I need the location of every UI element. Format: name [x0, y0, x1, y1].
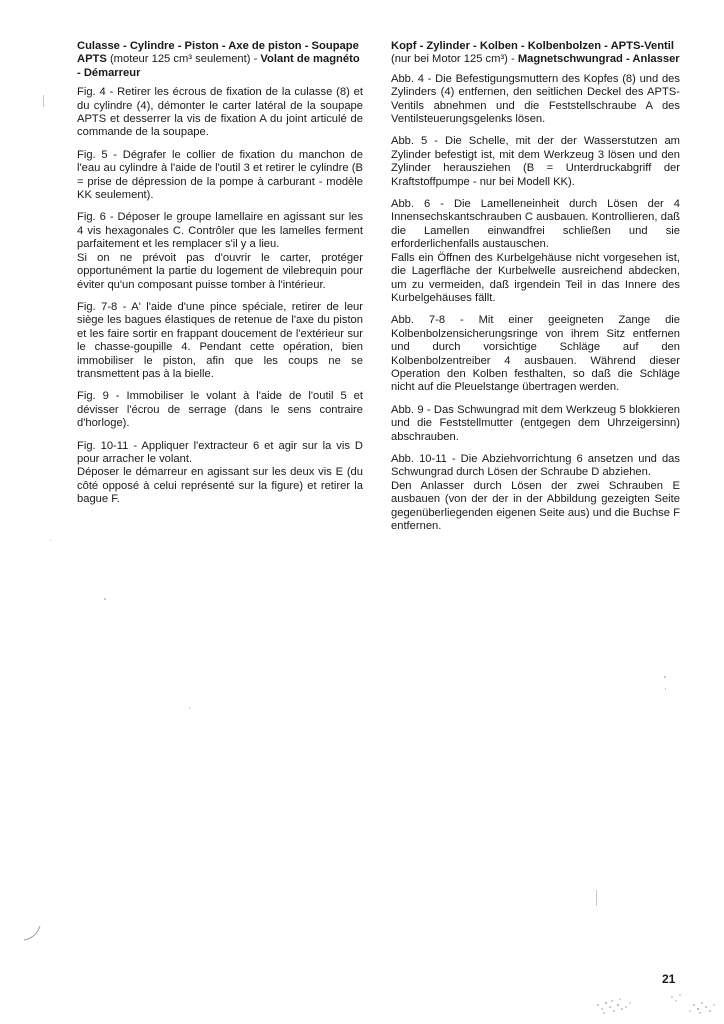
french-paragraph-fig9: Fig. 9 - Immobiliser le volant à l'aide de l'outil 5 et dévisser l'écrou de serrage (dans le sens contraire d'horloge).	[77, 390, 363, 430]
french-paragraph-fig5: Fig. 5 - Dégrafer le collier de fixation du manchon de l'eau au cylindre à l'aide de l'outil 3 et retirer le cylindre (B = prise de dépression de la pompe à carburant - modèle KK seulement).	[77, 148, 363, 202]
scan-mark	[596, 890, 597, 906]
german-paragraph-abb9: Abb. 9 - Das Schwungrad mit dem Werkzeug 5 blokkieren und die Feststellmutter (entgegen dem Uhrzeigersinn) abschrauben.	[391, 403, 680, 443]
scan-mark	[43, 95, 44, 107]
german-heading-part-1: Kopf - Zylinder - Kolben - Kolbenbolzen - APTS-Ventil	[391, 40, 674, 52]
french-paragraph-fig4: Fig. 4 - Retirer les écrous de fixation de la culasse (8) et du cylindre (4), démonter le carter latéral de la soupape APTS et desserrer la vis de fixation A du joint articulé de commande de la soupape.	[77, 86, 363, 139]
french-paragraph-fig10-11: Fig. 10-11 - Appliquer l'extracteur 6 et agir sur la vis D pour arracher le volant.	[77, 439, 363, 465]
german-section-heading	[391, 40, 680, 67]
scan-speck	[665, 688, 666, 690]
french-paragraph-fig6-note: Si on ne prévoit pas d'ouvrir le carter, protéger opportunément la partie du logement de vilebrequin pour éviter qu'un composant puisse tomber à l'intérieur.	[77, 251, 363, 291]
german-paragraph-abb7-8: Abb. 7-8 - Mit einer geeigneten Zange die Kolbenbolzensicherungsringe von ihrem Sitz entfernen und durch vorsichtige Schläge auf den Kolbenbolzentreiber 4 ausbauen. Während dieser Operation den Kolben festhalten, so daß die Schläge nicht auf die Pleuelstange übertragen werden.	[391, 314, 680, 394]
french-paragraph-starter: Déposer le démarreur en agissant sur les deux vis E (du côté opposé à celui représenté sur la figure) et retirer la bague F.	[77, 466, 363, 506]
german-heading-part-3: Magnetschwungrad - Anlasser	[517, 53, 680, 66]
french-section-heading	[77, 40, 363, 80]
french-heading-part-3: Volant de magnéto - Démarreur	[77, 53, 360, 79]
german-paragraph-abb6: Abb. 6 - Die Lamelleneinheit durch Lösen der 4 Innensechskantschrauben C ausbauen. Kontrollieren, daß die Lamellen einwandfrei schließen und sie erforderlichenfalls austauschen.	[391, 198, 680, 251]
german-column	[391, 40, 680, 542]
scan-speck	[104, 598, 106, 600]
scan-curve-mark	[22, 924, 42, 942]
french-paragraph-fig7-8: Fig. 7-8 - A' l'aide d'une pince spéciale, retirer de leur siège les bagues élastiques de retenue de l'axe du piston et les faire sortir en frappant doucement de l'extérieur sur le chasse-goupille 4. Pendant cette opération, bien immobiliser le piston, afin que les coups ne se transmettent pas à la bielle.	[77, 300, 363, 380]
french-heading-part-1: Culasse - Cylindre - Piston - Axe de piston - Soupape APTS	[77, 40, 359, 66]
scan-noise-corner	[590, 985, 720, 1021]
french-column	[77, 40, 363, 516]
german-heading-part-2: (nur bei Motor 125 cm³) -	[391, 53, 518, 66]
page-number: 21	[662, 972, 676, 986]
german-paragraph-abb10-11: Abb. 10-11 - Die Abziehvorrichtung 6 ansetzen und das Schwungrad durch Lösen der Schraube D abziehen.	[391, 452, 680, 479]
french-paragraph-fig6: Fig. 6 - Déposer le groupe lamellaire en agissant sur les 4 vis hexagonales C. Contrôler que les lamelles ferment parfaitement et les remplacer s'il y a lieu.	[77, 211, 363, 251]
german-paragraph-anlasser: Den Anlasser durch Lösen der zwei Schrauben E ausbauen (von der der in der Abbildung gezeigten Seite gegenüberliegenden eigenen Seite aus) und die Buchse F entfernen.	[391, 479, 680, 532]
german-paragraph-abb6-note: Falls ein Öffnen des Kurbelgehäuse nicht vorgesehen ist, die Lagerfläche der Kurbelwelle ausreichend abdecken, um zu vermeiden, daß irgendein Teil in das Innere des Kurbelgehäuses fällt.	[391, 251, 680, 304]
scan-speck	[189, 707, 190, 709]
scan-speck	[50, 540, 51, 541]
scan-speck	[664, 676, 666, 678]
german-paragraph-abb4: Abb. 4 - Die Befestigungsmuttern des Kopfes (8) und des Zylinders (4) entfernen, den seitlichen Deckel des APTS-Ventils abnehmen und die Feststellschraube A des Ventilsteuerungsgelenks lösen.	[391, 72, 680, 126]
german-paragraph-abb5: Abb. 5 - Die Schelle, mit der der Wasserstutzen am Zylinder befestigt ist, mit dem Werkzeug 3 lösen und den Zylinder herausziehen (B = Unterdruckabgriff der Kraftstoffpumpe - nur bei Modell KK).	[391, 135, 680, 188]
french-heading-part-2: (moteur 125 cm³ seulement) -	[106, 53, 261, 66]
